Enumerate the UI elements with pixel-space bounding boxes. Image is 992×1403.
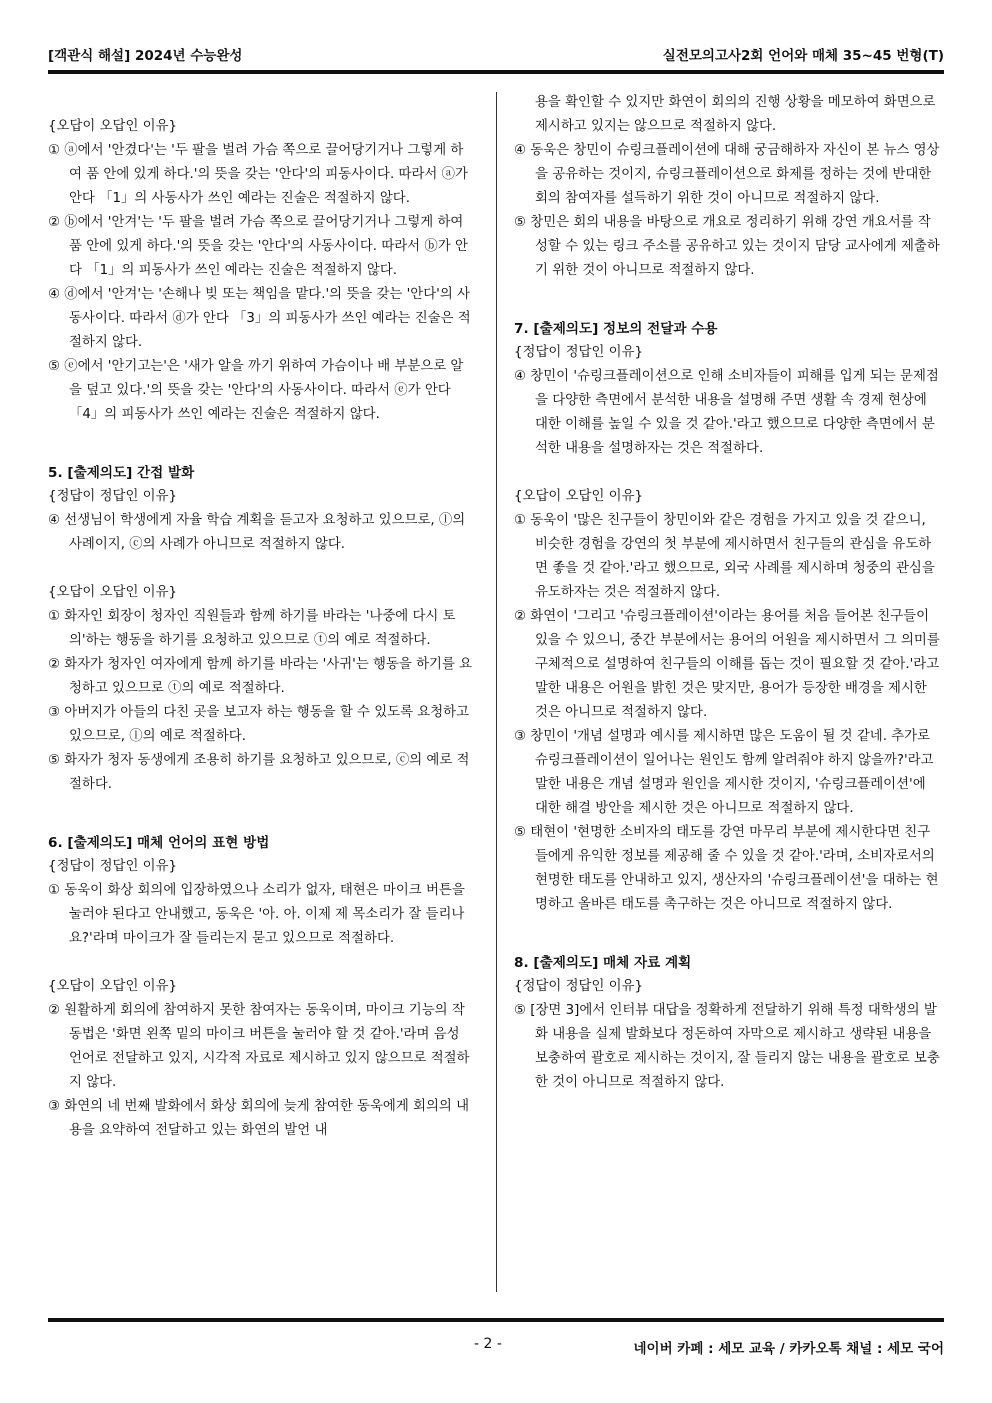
list-item: ⑤ [장면 3]에서 인터뷰 대답을 정확하게 전달하기 위해 특정 대학생의 발화 내용을 실제 발화보다 정돈하여 자막으로 제시하고 생략된 내용을 보충하여 괄호로 제시하는 것이지, 잘 들리지 않는 내용을 괄호로 보충한 것이 아니므로 적절하지 않다.: [514, 1003, 940, 1090]
section-heading: 7. [출제의도] 정보의 전달과 수용: [514, 321, 718, 337]
list-item: ④ 동욱은 창민이 슈링크플레이션에 대해 궁금해하자 자신이 본 뉴스 영상을 공유하는 것이지, 슈링크플레이션으로 화제를 정하는 것에 반대한 회의 참여자를 설득하기 위한 것이 아니므로 적절하지 않다.: [514, 143, 940, 206]
page-header: [48, 44, 944, 66]
label-line: {오답이 오답인 이유}: [48, 585, 178, 600]
continued-paragraph: 용을 확인할 수 있지만 화연이 회의의 진행 상황을 메모하여 화면으로 제시하고 있지는 않으므로 적절하지 않다.: [535, 95, 936, 134]
list-item: ⑤ 화자가 청자 동생에게 조용히 하기를 요청하고 있으므로, ⓒ의 예로 적절하다.: [48, 753, 470, 792]
list-item: ⑤ 창민은 회의 내용을 바탕으로 개요로 정리하기 위해 강연 개요서를 작성할 수 있는 링크 주소를 공유하고 있는 것이지 담당 교사에게 제출하기 위한 것이 아니므로 적절하지 않다.: [514, 215, 940, 278]
list-item: ① 화자인 회장이 청자인 직원들과 함께 하기를 바라는 '나중에 다시 토의'하는 행동을 하기를 요청하고 있으므로 ⓣ의 예로 적절하다.: [48, 609, 456, 648]
list-item: ④ 창민이 '슈링크플레이션으로 인해 소비자들이 피해를 입게 되는 문제점을 다양한 측면에서 분석한 내용을 설명해 주면 생활 속 경제 현상에 대한 이해를 높일 수 있을 것 같아.'라고 했으므로 다양한 측면에서 분석한 내용을 설명하자는 것은 적절하다.: [514, 369, 939, 456]
header-left-title: [객관식 해설] 2024년 수능완성: [48, 48, 243, 64]
label-line: {오답이 오답인 이유}: [48, 979, 178, 994]
section-heading: 6. [출제의도] 매체 언어의 표현 방법: [48, 835, 270, 851]
header-rule: [48, 70, 944, 74]
page-number: - 2 -: [474, 1336, 502, 1352]
list-item: ⑤ 태현이 '현명한 소비자의 태도를 강연 마무리 부분에 제시한다면 친구들에게 유익한 정보를 제공해 줄 수 있을 것 같아.'라며, 소비자로서의 현명한 태도를 안내하고 있지, 생산자의 '슈링크플레이션'을 대하는 현명하고 올바른 태도를 촉구하는 것은 아니므로 적절하지 않다.: [514, 825, 939, 912]
list-item: ④ 선생님이 학생에게 자율 학습 계획을 듣고자 요청하고 있으므로, ⓛ의 사례이지, ⓒ의 사례가 아니므로 적절하지 않다.: [48, 513, 466, 552]
list-item: ⑤ ⓔ에서 '안기고는'은 '새가 알을 까기 위하여 가슴이나 배 부분으로 알을 덮고 있다.'의 뜻을 갖는 '안다'의 사동사이다. 따라서 ⓔ가 안다 「4」의 피동사가 쓰인 예라는 진술은 적절하지 않다.: [48, 359, 464, 422]
spacer: [514, 283, 942, 317]
spacer: [48, 427, 476, 461]
right-column: [514, 91, 942, 1095]
label-line: {정답이 정답인 이유}: [48, 489, 178, 504]
column-divider: [496, 92, 497, 1292]
label-line: {정답이 정답인 이유}: [514, 345, 644, 360]
list-item: ③ 화연의 네 번째 발화에서 화상 회의에 늦게 참여한 동욱에게 회의의 내용을 요약하여 전달하고 있는 화연의 발언 내: [48, 1099, 470, 1138]
list-item: ① 동욱이 '많은 친구들이 창민이와 같은 경험을 가지고 있을 것 같으니, 비슷한 경험을 강연의 첫 부분에 제시하면서 친구들의 관심을 유도하면 좋을 것 같아.'라고 했으므로, 외국 사례를 제시하며 청중의 관심을 유도하자는 것은 적절하지 않다.: [514, 513, 935, 600]
list-item: ② ⓑ에서 '안겨'는 '두 팔을 벌려 가슴 쪽으로 끌어당기거나 그렇게 하여 품 안에 있게 하다.'의 뜻을 갖는 '안다'의 사동사이다. 따라서 ⓑ가 안다 「1」의 피동사가 쓰인 예라는 진술은 적절하지 않다.: [48, 215, 468, 278]
label-line: {오답이 오답인 이유}: [48, 119, 178, 134]
header-right-title: 실전모의고사2회 언어와 매체 35~45 번형(T): [662, 48, 944, 64]
list-item: ② 화자가 청자인 여자에게 함께 하기를 바라는 '사귀'는 행동을 하기를 요청하고 있으므로 ⓣ의 예로 적절하다.: [48, 657, 473, 696]
list-item: ③ 아버지가 아들의 다친 곳을 보고자 하는 행동을 할 수 있도록 요청하고 있으므로, ⓛ의 예로 적절하다.: [48, 705, 470, 744]
spacer: [514, 917, 942, 951]
list-item: ④ ⓓ에서 '안겨'는 '손해나 빚 또는 책임을 맡다.'의 뜻을 갖는 '안다'의 사동사이다. 따라서 ⓓ가 안다 「3」의 피동사가 쓰인 예라는 진술은 적절하지 않다.: [48, 287, 471, 350]
list-item: ① 동욱이 화상 회의에 입장하였으나 소리가 없자, 태현은 마이크 버튼을 눌러야 된다고 안내했고, 동욱은 '아. 아. 이제 제 목소리가 잘 들리나요?'라며 마이크가 잘 들리는지 묻고 있으므로 적절하다.: [48, 883, 465, 946]
spacer: [48, 557, 476, 581]
spacer: [48, 797, 476, 831]
section-heading: 8. [출제의도] 매체 자료 계획: [514, 955, 692, 971]
spacer: [48, 951, 476, 975]
list-item: ① ⓐ에서 '안겼다'는 '두 팔을 벌려 가슴 쪽으로 끌어당기거나 그렇게 하여 품 안에 있게 하다.'의 뜻을 갖는 '안다'의 피동사이다. 따라서 ⓐ가 안다 「1」의 사동사가 쓰인 예라는 진술은 적절하지 않다.: [48, 143, 468, 206]
list-item: ② 원활하게 회의에 참여하지 못한 참여자는 동욱이며, 마이크 기능의 작동법은 '화면 왼쪽 밑의 마이크 버튼을 눌러야 할 것 같아.'라며 음성 언어로 전달하고 있지, 시각적 자료로 제시하고 있지 않으므로 적절하지 않다.: [48, 1003, 470, 1090]
footer-channel-info: 네이버 카페 : 세모 교육 / 카카오톡 채널 : 세모 국어: [633, 1341, 944, 1357]
spacer: [514, 461, 942, 485]
list-item: ③ 창민이 '개념 설명과 예시를 제시하면 많은 도움이 될 것 같네. 추가로 슈링크플레이션이 일어나는 원인도 함께 알려줘야 하지 않을까?'라고 말한 내용은 개념 설명과 원인을 제시한 것이지, '슈링크플레이션'에 대한 해결 방안을 제시한 것은 아니므로 적절하지 않다.: [514, 729, 934, 816]
label-line: {정답이 정답인 이유}: [48, 859, 178, 874]
spacer: [48, 91, 476, 115]
section-heading: 5. [출제의도] 간접 발화: [48, 465, 195, 481]
footer-rule: [48, 1318, 944, 1322]
list-item: ② 화연이 '그리고 '슈링크플레이션'이라는 용어를 처음 들어본 친구들이 있을 수 있으니, 중간 부분에서는 용어의 어원을 제시하면서 그 의미를 구체적으로 설명하여 친구들의 이해를 돕는 것이 필요할 것 같아.'라고 말한 내용은 어원을 밝힌 것은 맞지만, 용어가 등장한 배경을 제시한 것은 아니므로 적절하지 않다.: [514, 609, 940, 720]
left-column: [48, 91, 476, 1143]
label-line: {정답이 정답인 이유}: [514, 979, 644, 994]
label-line: {오답이 오답인 이유}: [514, 489, 644, 504]
